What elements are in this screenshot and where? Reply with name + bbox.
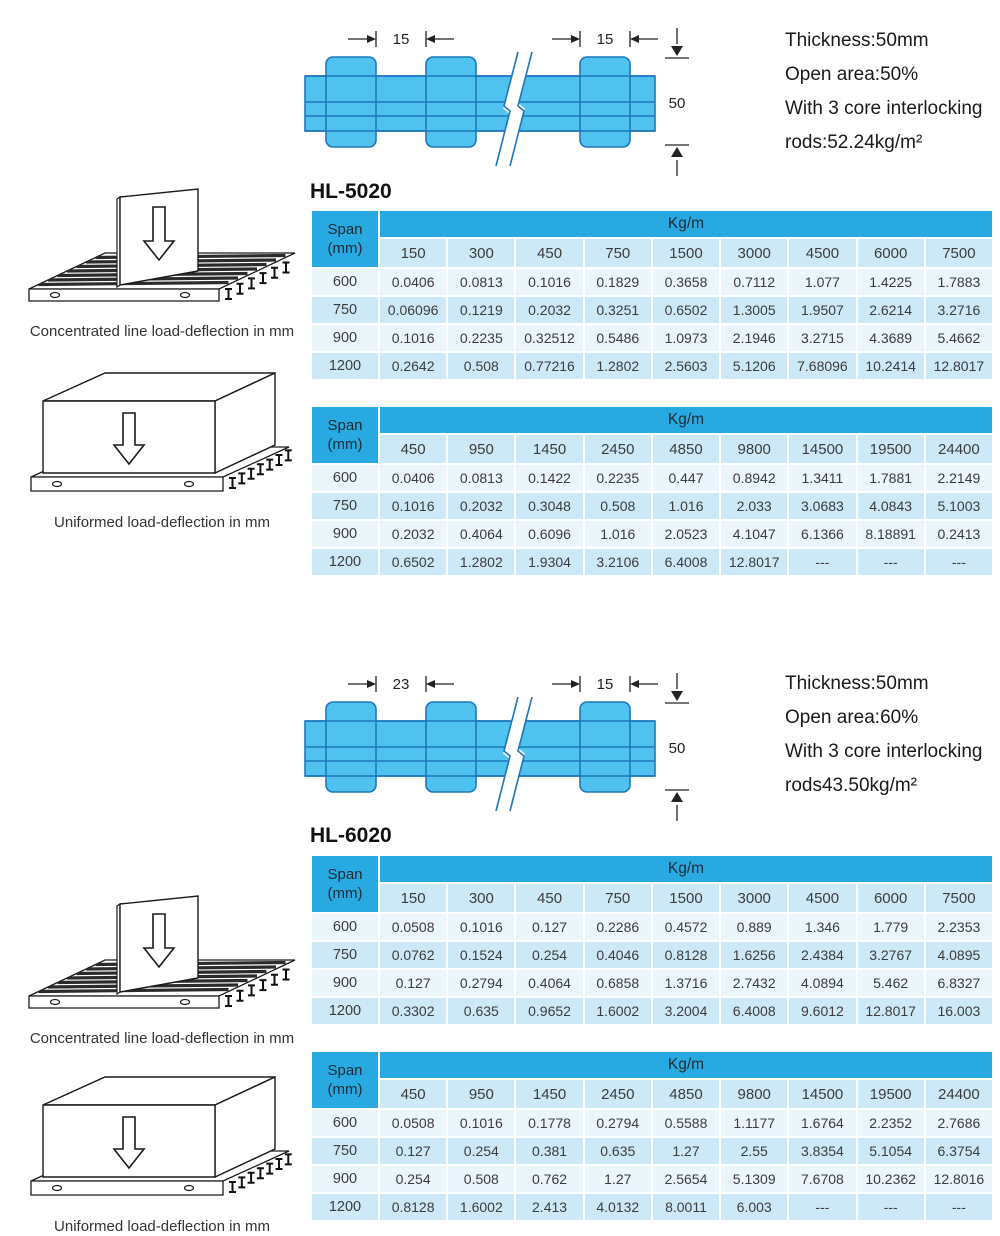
dim-height-label: 50 xyxy=(668,95,686,112)
uniformed-load-svg xyxy=(17,349,307,504)
span-value: 600 xyxy=(311,464,379,492)
span-header: Span (mm) xyxy=(311,406,379,464)
deflection-value: 5.462 xyxy=(857,969,925,997)
load-column-header: 14500 xyxy=(788,434,856,464)
deflection-value: 6.4008 xyxy=(652,548,720,576)
deflection-value: 0.0406 xyxy=(379,464,447,492)
load-column-header: 4500 xyxy=(788,883,856,913)
load-column-header: 4850 xyxy=(652,434,720,464)
grating-front xyxy=(29,289,219,301)
deflection-value: --- xyxy=(788,548,856,576)
deflection-value: 0.8128 xyxy=(652,941,720,969)
load-column-header: 450 xyxy=(515,238,583,268)
deflection-value: 0.4064 xyxy=(447,520,515,548)
span-value: 1200 xyxy=(311,1193,379,1221)
deflection-value: 0.2413 xyxy=(925,520,993,548)
deflection-value: 0.254 xyxy=(379,1165,447,1193)
deflection-value: 2.5603 xyxy=(652,352,720,380)
deflection-value: 4.0132 xyxy=(584,1193,652,1221)
load-column-header: 1450 xyxy=(515,434,583,464)
deflection-value: 1.27 xyxy=(584,1165,652,1193)
deflection-value: 1.3411 xyxy=(788,464,856,492)
load-column-header: 2450 xyxy=(584,434,652,464)
deflection-value: 5.1003 xyxy=(925,492,993,520)
deflection-value: 6.003 xyxy=(720,1193,788,1221)
kgm-header: Kg/m xyxy=(379,210,993,238)
cross-section-svg xyxy=(303,14,703,182)
deflection-value: 0.5486 xyxy=(584,324,652,352)
deflection-value: 10.2362 xyxy=(857,1165,925,1193)
spec-open-area: Open area:50% xyxy=(785,64,919,85)
dim-gap2-label: 15 xyxy=(596,31,614,48)
deflection-value: --- xyxy=(857,548,925,576)
deflection-value: 0.1422 xyxy=(515,464,583,492)
load-column-header: 450 xyxy=(379,434,447,464)
deflection-value: 4.0894 xyxy=(788,969,856,997)
deflection-value: 0.32512 xyxy=(515,324,583,352)
deflection-value: 0.508 xyxy=(584,492,652,520)
deflection-value: 0.1016 xyxy=(447,913,515,941)
load-column-header: 300 xyxy=(447,238,515,268)
load-column-header: 19500 xyxy=(857,434,925,464)
illustration-drawing xyxy=(17,890,307,1025)
load-column-header: 450 xyxy=(379,1079,447,1109)
table-row xyxy=(311,268,993,296)
load-column-header: 7500 xyxy=(925,883,993,913)
deflection-value: 3.2767 xyxy=(857,941,925,969)
deflection-value: 1.27 xyxy=(652,1137,720,1165)
deflection-value: 2.4384 xyxy=(788,941,856,969)
kgm-header: Kg/m xyxy=(379,855,993,883)
deflection-value: 0.6096 xyxy=(515,520,583,548)
deflection-value: 6.1366 xyxy=(788,520,856,548)
deflection-value: 0.06096 xyxy=(379,296,447,324)
illustration-drawing xyxy=(17,1053,307,1213)
deflection-value: 0.1016 xyxy=(379,324,447,352)
deflection-value: 1.3005 xyxy=(720,296,788,324)
load-column-header: 6000 xyxy=(857,238,925,268)
kgm-header: Kg/m xyxy=(379,406,993,434)
deflection-value: 0.0813 xyxy=(447,268,515,296)
dim-gap1-label: 23 xyxy=(392,676,410,693)
deflection-value: 1.016 xyxy=(652,492,720,520)
span-value: 1200 xyxy=(311,548,379,576)
load-column-header: 24400 xyxy=(925,1079,993,1109)
deflection-value: 2.6214 xyxy=(857,296,925,324)
deflection-value: 3.0683 xyxy=(788,492,856,520)
load-column-header: 1500 xyxy=(652,883,720,913)
deflection-value: 0.635 xyxy=(447,997,515,1025)
deflection-value: 3.2715 xyxy=(788,324,856,352)
deflection-value: 2.2352 xyxy=(857,1109,925,1137)
load-column-header: 7500 xyxy=(925,238,993,268)
table-row xyxy=(311,324,993,352)
deflection-value: --- xyxy=(857,1193,925,1221)
deflection-value: 0.0762 xyxy=(379,941,447,969)
deflection-value: 0.762 xyxy=(515,1165,583,1193)
deflection-value: 0.254 xyxy=(447,1137,515,1165)
load-column-header: 14500 xyxy=(788,1079,856,1109)
deflection-value: 9.6012 xyxy=(788,997,856,1025)
deflection-value: 0.6502 xyxy=(379,548,447,576)
deflection-value: 6.8327 xyxy=(925,969,993,997)
load-column-header: 450 xyxy=(515,883,583,913)
table-row xyxy=(311,1165,993,1193)
concentrated-load-svg xyxy=(17,183,307,313)
deflection-value: 0.254 xyxy=(515,941,583,969)
span-value: 1200 xyxy=(311,352,379,380)
deflection-value: 0.127 xyxy=(515,913,583,941)
span-value: 900 xyxy=(311,969,379,997)
span-value: 750 xyxy=(311,1137,379,1165)
deflection-value: 8.18891 xyxy=(857,520,925,548)
deflection-value: 0.2032 xyxy=(515,296,583,324)
spec-interlock-2: rods:52.24kg/m² xyxy=(785,132,923,153)
deflection-value: 0.8128 xyxy=(379,1193,447,1221)
deflection-value: 1.077 xyxy=(788,268,856,296)
deflection-value: 2.55 xyxy=(720,1137,788,1165)
deflection-value: 0.0508 xyxy=(379,1109,447,1137)
span-value: 750 xyxy=(311,296,379,324)
load-column-header: 24400 xyxy=(925,434,993,464)
span-header: Span (mm) xyxy=(311,855,379,913)
deflection-value: 2.7686 xyxy=(925,1109,993,1137)
deflection-value: 1.3716 xyxy=(652,969,720,997)
uniformed-load-illustration xyxy=(12,349,312,531)
deflection-value: 0.889 xyxy=(720,913,788,941)
deflection-value: 1.6002 xyxy=(447,1193,515,1221)
deflection-value: 7.68096 xyxy=(788,352,856,380)
deflection-value: 0.77216 xyxy=(515,352,583,380)
spec-interlock-1: With 3 core interlocking xyxy=(785,98,983,119)
table-row xyxy=(311,1193,993,1221)
deflection-value: 0.8942 xyxy=(720,464,788,492)
table-row xyxy=(311,352,993,380)
kgm-header: Kg/m xyxy=(379,1051,993,1079)
deflection-value: 1.9507 xyxy=(788,296,856,324)
deflection-value: 1.6764 xyxy=(788,1109,856,1137)
deflection-value: 0.1219 xyxy=(447,296,515,324)
deflection-value: 4.1047 xyxy=(720,520,788,548)
load-column-header: 1450 xyxy=(515,1079,583,1109)
deflection-value: --- xyxy=(925,1193,993,1221)
load-column-header: 300 xyxy=(447,883,515,913)
span-value: 900 xyxy=(311,324,379,352)
deflection-value: 1.6002 xyxy=(584,997,652,1025)
deflection-value: 3.8354 xyxy=(788,1137,856,1165)
deflection-value: 2.2353 xyxy=(925,913,993,941)
deflection-value: 0.3658 xyxy=(652,268,720,296)
load-column-header: 19500 xyxy=(857,1079,925,1109)
illustration-caption: Concentrated line load-deflection in mm xyxy=(29,323,295,340)
deflection-value: 0.6858 xyxy=(584,969,652,997)
deflection-value: 0.1016 xyxy=(447,1109,515,1137)
span-header: Span (mm) xyxy=(311,1051,379,1109)
deflection-value: 0.2235 xyxy=(447,324,515,352)
load-column-header: 750 xyxy=(584,238,652,268)
deflection-value: 1.2802 xyxy=(584,352,652,380)
deflection-value: 0.7112 xyxy=(720,268,788,296)
deflection-value: 0.2794 xyxy=(584,1109,652,1137)
deflection-table-uniform xyxy=(310,1050,994,1222)
deflection-value: --- xyxy=(788,1193,856,1221)
model-title: HL-5020 xyxy=(310,180,392,203)
table-row xyxy=(311,296,993,324)
load-column-header: 150 xyxy=(379,883,447,913)
load-column-header: 150 xyxy=(379,238,447,268)
deflection-value: 0.4046 xyxy=(584,941,652,969)
spec-thickness: Thickness:50mm xyxy=(785,30,929,51)
span-value: 1200 xyxy=(311,997,379,1025)
illustration-drawing xyxy=(17,349,307,509)
deflection-value: 1.346 xyxy=(788,913,856,941)
concentrated-load-illustration xyxy=(12,890,312,1047)
span-value: 750 xyxy=(311,941,379,969)
deflection-value: 1.0973 xyxy=(652,324,720,352)
concentrated-load-illustration xyxy=(12,183,312,340)
deflection-value: 2.5654 xyxy=(652,1165,720,1193)
deflection-value: 0.2794 xyxy=(447,969,515,997)
deflection-value: --- xyxy=(925,548,993,576)
deflection-value: 4.0843 xyxy=(857,492,925,520)
deflection-value: 2.033 xyxy=(720,492,788,520)
deflection-value: 3.2004 xyxy=(652,997,720,1025)
table-row xyxy=(311,464,993,492)
deflection-table-concentrated xyxy=(310,854,994,1026)
illustration-drawing xyxy=(17,183,307,318)
span-value: 600 xyxy=(311,1109,379,1137)
deflection-value: 0.3302 xyxy=(379,997,447,1025)
table-row xyxy=(311,1109,993,1137)
deflection-value: 0.6502 xyxy=(652,296,720,324)
deflection-value: 5.1206 xyxy=(720,352,788,380)
dim-gap2-label: 15 xyxy=(596,676,614,693)
deflection-value: 0.2642 xyxy=(379,352,447,380)
deflection-value: 2.1946 xyxy=(720,324,788,352)
load-column-header: 3000 xyxy=(720,238,788,268)
dim-height-label: 50 xyxy=(668,740,686,757)
deflection-value: 4.3689 xyxy=(857,324,925,352)
deflection-value: 0.1524 xyxy=(447,941,515,969)
cross-section-diagram xyxy=(303,659,703,832)
deflection-value: 12.8017 xyxy=(857,997,925,1025)
deflection-value: 0.0508 xyxy=(379,913,447,941)
deflection-value: 0.0406 xyxy=(379,268,447,296)
table-row xyxy=(311,969,993,997)
deflection-value: 2.413 xyxy=(515,1193,583,1221)
deflection-value: 12.8016 xyxy=(925,1165,993,1193)
load-column-header: 950 xyxy=(447,1079,515,1109)
span-value: 900 xyxy=(311,520,379,548)
deflection-value: 0.1829 xyxy=(584,268,652,296)
deflection-value: 16.003 xyxy=(925,997,993,1025)
load-column-header: 4500 xyxy=(788,238,856,268)
table-row xyxy=(311,520,993,548)
illustration-caption: Uniformed load-deflection in mm xyxy=(54,1218,270,1235)
grating-front xyxy=(31,477,223,491)
spec-interlock-1: With 3 core interlocking xyxy=(785,741,983,762)
grating-front xyxy=(29,996,219,1008)
table-row xyxy=(311,492,993,520)
deflection-value: 7.6708 xyxy=(788,1165,856,1193)
deflection-value: 0.2235 xyxy=(584,464,652,492)
spec-list xyxy=(785,667,1000,803)
deflection-value: 0.5588 xyxy=(652,1109,720,1137)
deflection-table-concentrated xyxy=(310,209,994,381)
load-column-header: 3000 xyxy=(720,883,788,913)
deflection-value: 1.1177 xyxy=(720,1109,788,1137)
spec-open-area: Open area:60% xyxy=(785,707,919,728)
load-column-header: 9800 xyxy=(720,1079,788,1109)
cross-section-svg xyxy=(303,659,703,827)
deflection-value: 5.4662 xyxy=(925,324,993,352)
load-column-header: 1500 xyxy=(652,238,720,268)
deflection-value: 0.4572 xyxy=(652,913,720,941)
deflection-value: 12.8017 xyxy=(925,352,993,380)
deflection-value: 2.0523 xyxy=(652,520,720,548)
load-column-header: 9800 xyxy=(720,434,788,464)
table-row xyxy=(311,1137,993,1165)
deflection-table-uniform xyxy=(310,405,994,577)
table-row xyxy=(311,913,993,941)
deflection-value: 0.2032 xyxy=(447,492,515,520)
table-row xyxy=(311,997,993,1025)
deflection-value: 0.1778 xyxy=(515,1109,583,1137)
deflection-value: 0.635 xyxy=(584,1137,652,1165)
deflection-value: 0.381 xyxy=(515,1137,583,1165)
span-value: 750 xyxy=(311,492,379,520)
deflection-value: 0.1016 xyxy=(515,268,583,296)
load-column-header: 950 xyxy=(447,434,515,464)
deflection-value: 1.7883 xyxy=(925,268,993,296)
deflection-value: 0.4064 xyxy=(515,969,583,997)
dim-gap1-label: 15 xyxy=(392,31,410,48)
deflection-value: 5.1309 xyxy=(720,1165,788,1193)
span-value: 900 xyxy=(311,1165,379,1193)
uniformed-load-svg xyxy=(17,1053,307,1208)
load-column-header: 4850 xyxy=(652,1079,720,1109)
deflection-value: 0.2286 xyxy=(584,913,652,941)
deflection-value: 10.2414 xyxy=(857,352,925,380)
model-title: HL-6020 xyxy=(310,824,392,847)
span-header: Span (mm) xyxy=(311,210,379,268)
deflection-value: 0.9652 xyxy=(515,997,583,1025)
load-column-header: 2450 xyxy=(584,1079,652,1109)
deflection-value: 0.127 xyxy=(379,1137,447,1165)
deflection-value: 0.1016 xyxy=(379,492,447,520)
spec-list xyxy=(785,24,1000,160)
deflection-value: 0.3251 xyxy=(584,296,652,324)
deflection-value: 3.2106 xyxy=(584,548,652,576)
span-value: 600 xyxy=(311,913,379,941)
deflection-value: 8.0011 xyxy=(652,1193,720,1221)
deflection-value: 5.1054 xyxy=(857,1137,925,1165)
deflection-value: 1.4225 xyxy=(857,268,925,296)
deflection-value: 6.3754 xyxy=(925,1137,993,1165)
deflection-value: 2.2149 xyxy=(925,464,993,492)
deflection-value: 0.0813 xyxy=(447,464,515,492)
deflection-value: 0.508 xyxy=(447,1165,515,1193)
load-column-header: 6000 xyxy=(857,883,925,913)
deflection-value: 1.2802 xyxy=(447,548,515,576)
concentrated-load-svg xyxy=(17,890,307,1020)
uniformed-load-illustration xyxy=(12,1053,312,1235)
illustration-caption: Uniformed load-deflection in mm xyxy=(54,514,270,531)
table-row xyxy=(311,941,993,969)
deflection-value: 0.447 xyxy=(652,464,720,492)
illustration-caption: Concentrated line load-deflection in mm xyxy=(29,1030,295,1047)
load-column-header: 750 xyxy=(584,883,652,913)
deflection-value: 1.7881 xyxy=(857,464,925,492)
deflection-value: 3.2716 xyxy=(925,296,993,324)
spec-interlock-2: rods43.50kg/m² xyxy=(785,775,918,796)
deflection-value: 1.779 xyxy=(857,913,925,941)
deflection-value: 2.7432 xyxy=(720,969,788,997)
deflection-value: 0.127 xyxy=(379,969,447,997)
deflection-value: 1.9304 xyxy=(515,548,583,576)
table-row xyxy=(311,548,993,576)
deflection-value: 12.8017 xyxy=(720,548,788,576)
deflection-value: 4.0895 xyxy=(925,941,993,969)
deflection-value: 1.6256 xyxy=(720,941,788,969)
span-value: 600 xyxy=(311,268,379,296)
grating-front xyxy=(31,1181,223,1195)
deflection-value: 6.4008 xyxy=(720,997,788,1025)
deflection-value: 1.016 xyxy=(584,520,652,548)
deflection-value: 0.2032 xyxy=(379,520,447,548)
deflection-value: 0.3048 xyxy=(515,492,583,520)
cross-section-diagram xyxy=(303,14,703,187)
spec-thickness: Thickness:50mm xyxy=(785,673,929,694)
deflection-value: 0.508 xyxy=(447,352,515,380)
